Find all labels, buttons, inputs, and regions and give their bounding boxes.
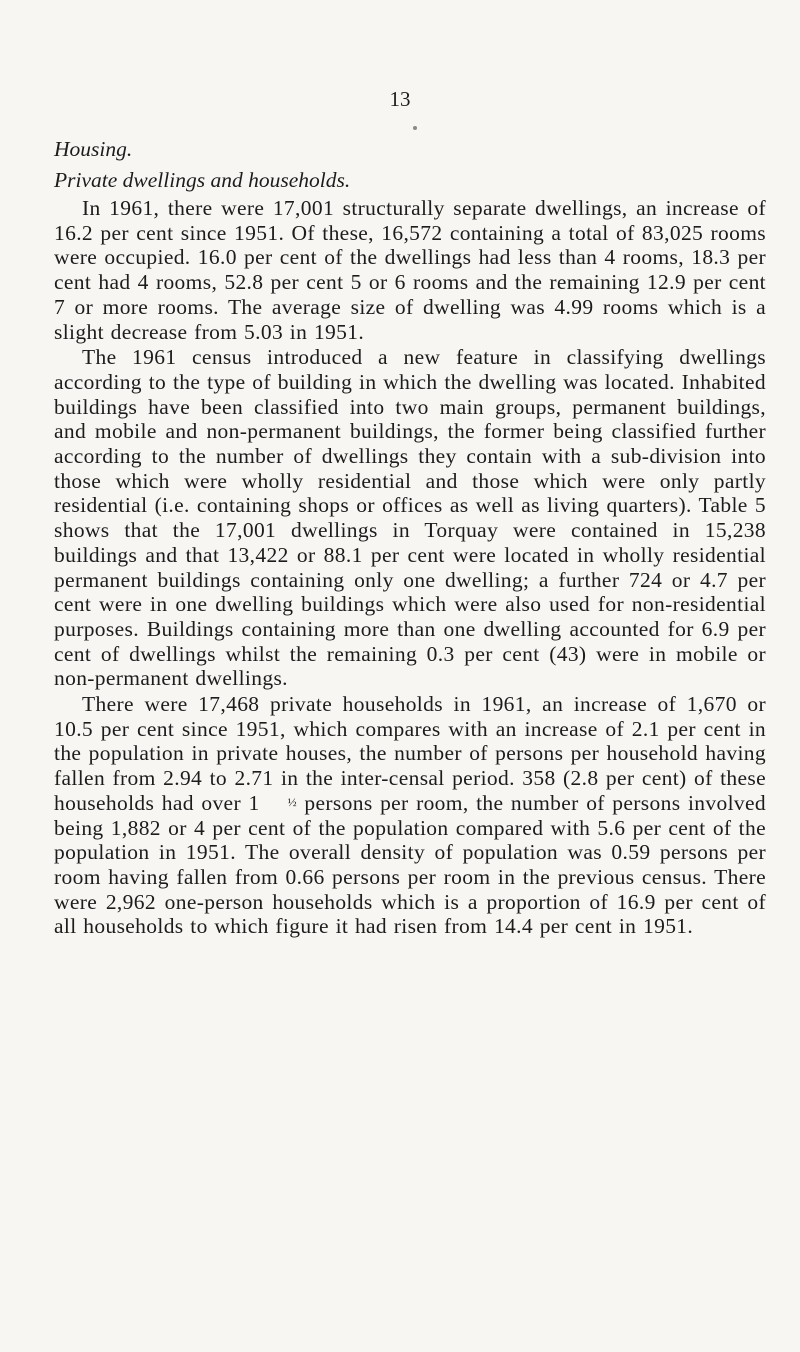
printer-mark (413, 126, 417, 130)
fraction-half: ½ (287, 794, 297, 809)
paragraph-building-types: The 1961 census introduced a new feature in classifying dwellings according to the type of building in which the dwelling was located. Inhabited buildings have been classified into two main groups, permanent buildings, and mobile and non-permanent buildings, the former being classified further according to the number of dwellings they contain with a sub-division into those which were wholly residential and those which were only partly residential (i.e. containing shops or offices as well as living quarters). Table 5 shows that the 17,001 dwellings in Torquay were contained in 15,238 buildings and that 13,422 or 88.1 per cent were located in wholly residential permanent buildings containing only one dwelling; a further 724 or 4.7 per cent were in one dwelling buildings which were also used for non-residential purposes. Buildings containing more than one dwelling accounted for 6.9 per cent of dwellings whilst the remaining 0.3 per cent (43) were in mobile or non-permanent dwellings. (54, 345, 766, 691)
paragraph-households (54, 692, 766, 939)
page-content (54, 134, 766, 939)
paragraph-households-text-1: There were 17,468 private households in 1961, an increase of 1,670 or 10.5 per cent since 1951, which compares with an increase of 2.1 per cent in the population in private houses, the number of persons per household having fallen from 2.94 to 2.71 in the inter-censal period. 358 (2.8 per cent) of these households had over 1 (54, 692, 766, 815)
section-subheading: Private dwellings and households. (54, 168, 351, 192)
paragraph-households-text-2: persons per room, the number of persons involved being 1,882 or 4 per cent of the population compared with 5.6 per cent of the population in 1951. The overall density of population was 0.59 persons per room having fallen from 0.66 persons per room in the previous census. There were 2,962 one-person households which is a proportion of 16.9 per cent of all households to which figure it had risen from 14.4 per cent in 1951. (54, 790, 766, 939)
page-number: 13 (389, 87, 411, 111)
section-heading: Housing. (54, 137, 133, 161)
paragraph-dwellings: In 1961, there were 17,001 structurally separate dwellings, an increase of 16.2 per cent since 1951. Of these, 16,572 containing a total of 83,025 rooms were occupied. 16.0 per cent of the dwellings had less than 4 rooms, 18.3 per cent had 4 rooms, 52.8 per cent 5 or 6 rooms and the remaining 12.9 per cent 7 or more rooms. The average size of dwelling was 4.99 rooms which is a slight decrease from 5.03 in 1951. (54, 196, 766, 344)
